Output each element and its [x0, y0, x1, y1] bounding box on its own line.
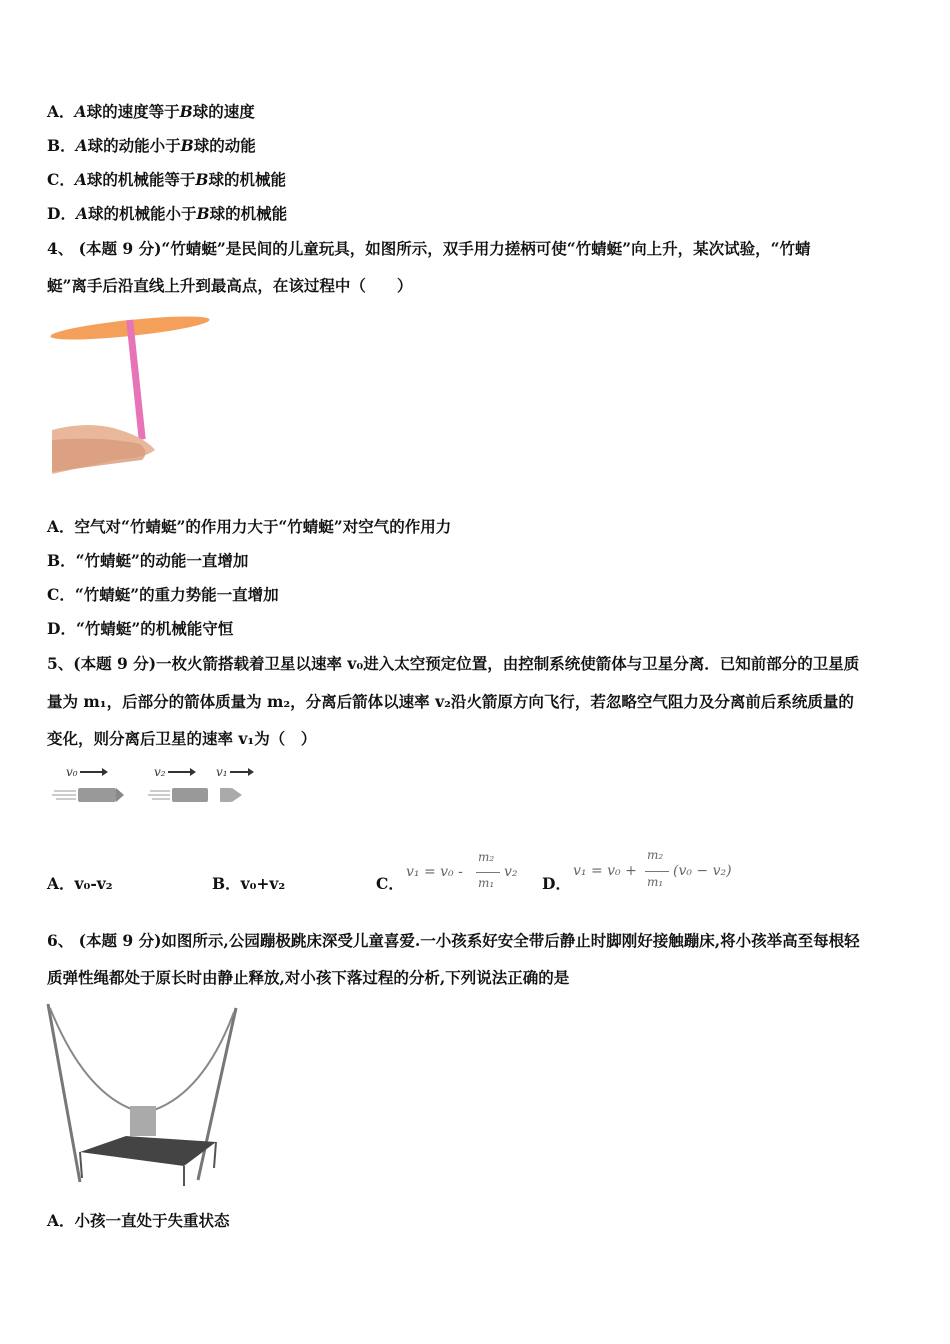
v1-label: v₁: [216, 765, 228, 779]
bamboo-dragonfly-figure: [50, 312, 215, 477]
q5-stem-line3: 变化，则分离后卫星的速率 v₁为（ ）: [47, 729, 317, 748]
q3-option-b: B．A球的动能小于B球的动能: [47, 136, 256, 155]
q3-option-c: C．A球的机械能等于B球的机械能: [47, 170, 287, 189]
q6-stem-line1: 6、 (本题 9 分)如图所示,公园蹦极跳床深受儿童喜爱.一小孩系好安全带后静止时脚刚好接触蹦床,将小孩举高至每根轻: [47, 931, 860, 950]
q6-option-a: A．小孩一直处于失重状态: [47, 1211, 230, 1230]
rocket-separation-figure: [48, 760, 258, 810]
q5-option-b: B．v₀+v₂: [212, 874, 286, 893]
q5-stem-line2: 量为 m₁，后部分的箭体质量为 m₂，分离后箭体以速率 v₂沿火箭原方向飞行，若忽略空气阻力及分离前后系统质量的: [47, 692, 854, 711]
v2-label: v₂: [154, 765, 166, 779]
q4-option-c: C．“竹蜻蜓”的重力势能一直增加: [47, 585, 279, 604]
q4-stem-line1: 4、 (本题 9 分)“竹蜻蜓”是民间的儿童玩具，如图所示，双手用力搓柄可使“竹蜻蜓”向上升，某次试验，“竹蜻: [47, 239, 811, 258]
q6-stem-line2: 质弹性绳都处于原长时由静止释放,对小孩下落过程的分析,下列说法正确的是: [47, 968, 570, 987]
v0-label: v₀: [66, 765, 78, 779]
bungee-trampoline-figure: [44, 1002, 240, 1192]
q4-option-a: A．空气对“竹蜻蜓”的作用力大于“竹蜻蜓”对空气的作用力: [47, 517, 452, 536]
q5-option-d-label: D．: [542, 874, 571, 893]
q5-option-d-formula: v₁ = v₀ + m₂ m₁ (v₀ − v₂): [573, 848, 732, 889]
q3-option-a: A．A球的速度等于B球的速度: [47, 102, 255, 121]
q4-option-b: B．“竹蜻蜓”的动能一直增加: [47, 551, 249, 570]
q5-stem-line1: 5、(本题 9 分)一枚火箭搭载着卫星以速率 v₀进入太空预定位置，由控制系统使箭体与卫星分离．已知前部分的卫星质: [47, 654, 860, 673]
q3-option-d: D．A球的机械能小于B球的机械能: [47, 204, 288, 223]
q5-option-a: A．v₀-v₂: [47, 874, 113, 893]
q5-option-c-label: C．: [376, 874, 404, 893]
q5-option-c-formula: v₁ = v₀ - m₂ m₁ v₂: [406, 850, 518, 890]
q4-stem-line2: 蜓”离手后沿直线上升到最高点，在该过程中（ ）: [47, 276, 413, 295]
q4-option-d: D．“竹蜻蜓”的机械能守恒: [47, 619, 234, 638]
